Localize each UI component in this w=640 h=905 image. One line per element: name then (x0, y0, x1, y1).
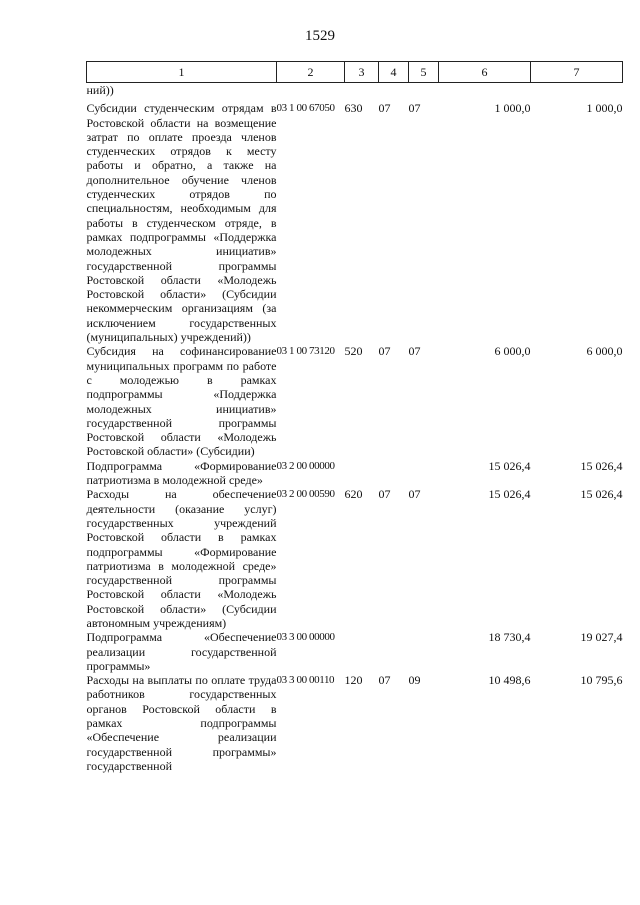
row-expense-type: 520 (344, 344, 363, 359)
row-amount-2: 19 027,4 (580, 630, 623, 645)
row-amount-1: 10 498,6 (488, 673, 531, 688)
row-expense-type: 620 (344, 487, 363, 502)
header-col-6: 6 (439, 62, 531, 83)
row-subsection: 09 (408, 673, 421, 688)
row-amount-1 (439, 83, 531, 102)
row-subsection: 07 (408, 344, 421, 359)
row-amount-2 (531, 83, 623, 102)
row-expense-type (345, 459, 379, 488)
row-description: Расходы на обеспечение деятельности (оказание услуг) государственных учреждений Ростовской области в рамках подпрограммы «Формирование патриотизма в молодежной среде» государственной программы Ростовской области «Молодежь Ростовской области» (Субсидии автономным учреждениям) (86, 487, 277, 630)
row-expense-type (345, 83, 379, 102)
row-code: 03 2 00 00000 (276, 459, 335, 472)
row-amount-2: 15 026,4 (580, 487, 623, 502)
row-section: 07 (378, 101, 391, 116)
row-description: Субсидии студенческим отрядам в Ростовской области на возмещение затрат по оплате проезда членов студенческих отрядов к месту работы и обратно, а также на дополнительное обучение членов студенческих отрядов по специальностям, необходимым для работы в студенческом отряде, в рамках подпрограммы «Поддержка молодежных инициатив» государственной программы Ростовской области «Молодежь Ростовской области» (Субсидии некоммерческим организациям (за исключением государственных (муниципальных) учреждений)) (86, 101, 277, 345)
page-number: 1529 (305, 28, 335, 44)
header-col-2: 2 (277, 62, 345, 83)
row-description: Субсидия на софинансирование муниципальных программ по работе с молодежью в рамках подпрограммы «Поддержка молодежных инициатив» государственной программы Ростовской области «Молодежь Ростовской области» (Субсидии) (86, 344, 277, 459)
table-row (87, 101, 623, 344)
row-code: 03 1 00 73120 (276, 345, 335, 358)
row-amount-2: 6 000,0 (586, 344, 623, 359)
row-description: Подпрограмма «Формирование патриотизма в молодежной среде» (86, 458, 277, 488)
row-subsection (409, 630, 439, 673)
row-subsection (409, 83, 439, 102)
table-header-row (87, 62, 623, 83)
row-description: ний)) (86, 83, 114, 97)
row-amount-1: 1 000,0 (494, 101, 531, 116)
row-code (277, 83, 345, 102)
row-description: Расходы на выплаты по оплате труда работников государственных органов Ростовской области в рамках подпрограммы «Обеспечение реализации государственной программы» государственной (86, 673, 277, 773)
row-expense-type (345, 630, 379, 673)
row-subsection (409, 459, 439, 488)
row-code: 03 1 00 67050 (276, 102, 335, 115)
table-row (87, 487, 623, 630)
header-col-3: 3 (345, 62, 379, 83)
row-expense-type: 120 (344, 673, 363, 688)
row-section: 07 (378, 487, 391, 502)
row-section (379, 83, 409, 102)
row-amount-2: 15 026,4 (580, 458, 623, 473)
header-col-5: 5 (409, 62, 439, 83)
row-section (379, 459, 409, 488)
header-col-1: 1 (87, 62, 277, 83)
row-amount-2: 1 000,0 (586, 101, 623, 116)
row-section: 07 (378, 344, 391, 359)
row-amount-1: 18 730,4 (488, 630, 531, 645)
header-col-7: 7 (531, 62, 623, 83)
row-subsection: 07 (408, 487, 421, 502)
row-description: Подпрограмма «Обеспечение реализации государственной программы» (86, 630, 277, 673)
row-code: 03 3 00 00000 (276, 631, 335, 644)
table-row (87, 630, 623, 673)
row-amount-1: 15 026,4 (488, 458, 531, 473)
row-code: 03 3 00 00110 (276, 674, 335, 687)
row-amount-2: 10 795,6 (580, 673, 623, 688)
row-expense-type: 630 (344, 101, 363, 116)
header-col-4: 4 (379, 62, 409, 83)
row-amount-1: 6 000,0 (494, 344, 531, 359)
table-row (87, 673, 623, 773)
row-code: 03 2 00 00590 (276, 488, 335, 501)
budget-table (86, 61, 623, 773)
row-subsection: 07 (408, 101, 421, 116)
table-row (87, 344, 623, 458)
table-row (87, 459, 623, 488)
row-section: 07 (378, 673, 391, 688)
row-amount-1: 15 026,4 (488, 487, 531, 502)
table-row (87, 83, 623, 102)
row-section (379, 630, 409, 673)
